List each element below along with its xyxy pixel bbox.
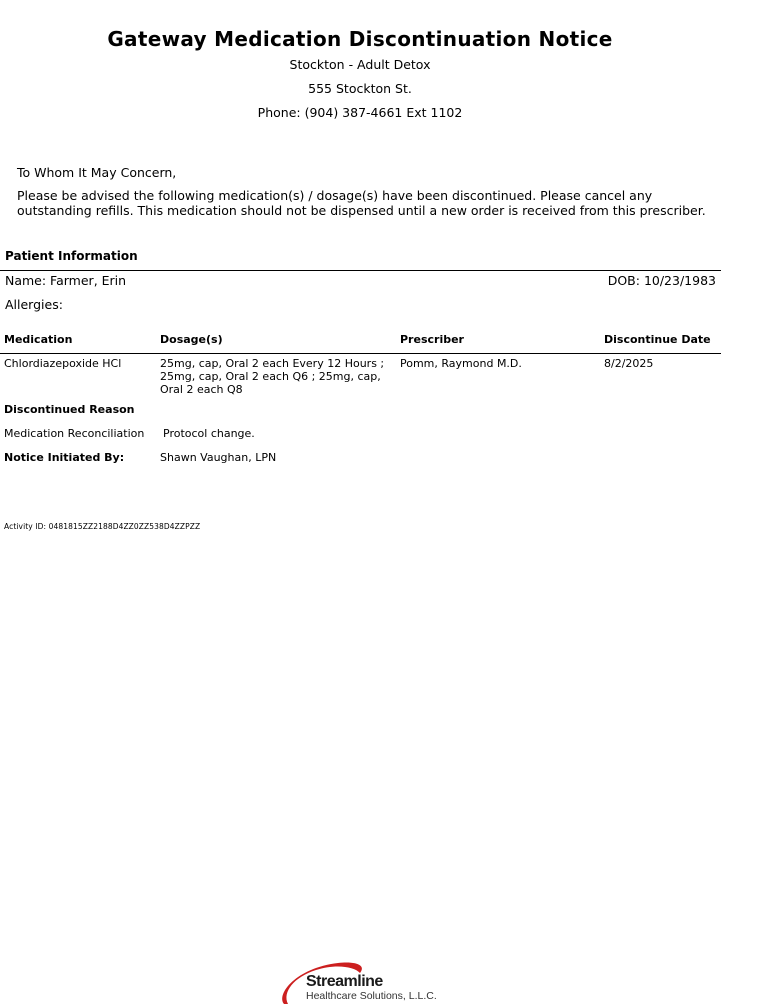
col-header-dosage: Dosage(s) — [160, 333, 223, 346]
logo-subtitle: Healthcare Solutions, L.L.C. — [306, 990, 437, 1002]
salutation: To Whom It May Concern, — [17, 165, 177, 180]
medication-discontinue-date-cell: 8/2/2025 — [604, 357, 654, 370]
initiated-by-label: Notice Initiated By: — [4, 451, 125, 464]
discontinued-reason-note: Protocol change. — [163, 427, 255, 440]
medication-name-cell: Chlordiazepoxide HCl — [4, 357, 122, 370]
streamline-logo — [276, 958, 451, 1006]
col-header-discontinue-date: Discontinue Date — [604, 333, 711, 346]
discontinued-reason-label: Discontinued Reason — [4, 403, 135, 416]
facility-name: Stockton - Adult Detox — [289, 57, 431, 72]
patient-allergies: Allergies: — [5, 297, 63, 312]
logo-name: Streamline — [306, 973, 383, 990]
facility-address: 555 Stockton St. — [308, 81, 412, 96]
patient-dob: DOB: 10/23/1983 — [607, 273, 716, 288]
medication-prescriber-cell: Pomm, Raymond M.D. — [400, 357, 522, 370]
initiated-by-value: Shawn Vaughan, LPN — [160, 451, 277, 464]
discontinued-reason-value: Medication Reconciliation — [4, 427, 145, 440]
facility-phone: Phone: (904) 387-4661 Ext 1102 — [257, 105, 463, 120]
notice-title: Gateway Medication Discontinuation Notice — [107, 27, 613, 51]
col-header-medication: Medication — [4, 333, 73, 346]
letter-body: Please be advised the following medication(s) / dosage(s) have been discontinued. Please cancel any outstanding refills. This medication should not be dispensed until a new order is received from this prescriber. — [17, 188, 706, 218]
col-header-prescriber: Prescriber — [400, 333, 464, 346]
patient-section-divider — [0, 270, 721, 271]
activity-id: Activity ID: 0481815ZZ2188D4ZZ0ZZ538D4ZZPZZ — [4, 522, 201, 531]
table-header-divider — [0, 353, 721, 354]
patient-section-label: Patient Information — [5, 249, 138, 263]
patient-name: Name: Farmer, Erin — [5, 273, 127, 288]
medication-dosage-cell: 25mg, cap, Oral 2 each Every 12 Hours ; 25mg, cap, Oral 2 each Q6 ; 25mg, cap, Oral 2 each Q8 — [160, 357, 385, 396]
